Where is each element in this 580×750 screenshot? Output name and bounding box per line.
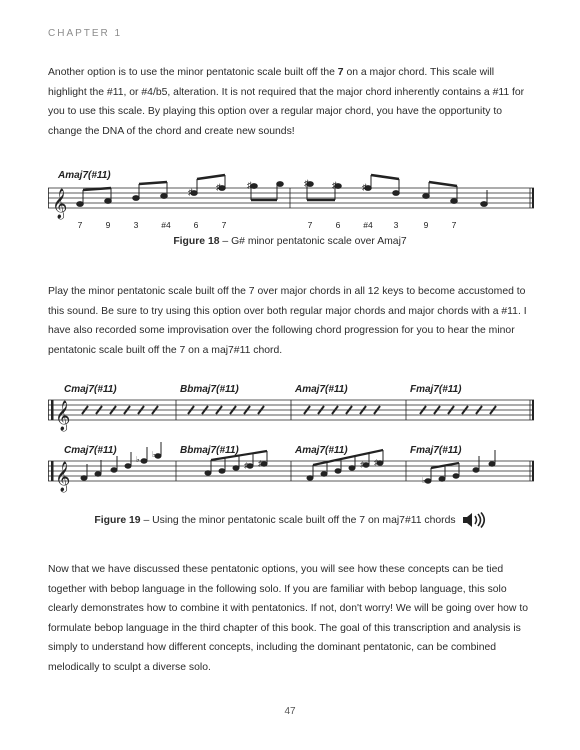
chord-symbol: Fmaj7(#11) bbox=[410, 384, 462, 395]
degree-label: 7 bbox=[451, 220, 457, 230]
svg-text:♯: ♯ bbox=[362, 182, 367, 192]
chord-symbol: Bbmaj7(#11) bbox=[180, 445, 239, 456]
degree-label: 9 bbox=[423, 220, 429, 230]
paragraph-intro: Another option is to use the minor pentatonic scale built off the 7 on a major chord. This scale will highlight the #11, or #4/b5, alteration. It is not required that the major chord inherently contains a #11 for you to use this scale. By playing this option over a regular major chord, you have the opportunity to change the DNA of the chord and create new sounds! bbox=[48, 67, 525, 137]
speaker-icon[interactable] bbox=[462, 512, 486, 528]
svg-text:♯: ♯ bbox=[304, 178, 309, 188]
svg-text:♯: ♯ bbox=[258, 459, 262, 468]
chord-symbol: Bbmaj7(#11) bbox=[180, 384, 239, 395]
paragraph-bebop: Now that we have discussed these pentatonic options, you will see how these concepts can be tied together with bebop language in the following solo. If you are familiar with bebop language, this solo clearly demonstrates how to combine it with pentatonics. If not, don't worry! We will be going over how to formulate bebop language in the third chapter of this book. The goal of this transcription and analysis is simply to understand how different concepts, including the dominant pentatonic, can be combined melodically to sculpt a diverse solo. bbox=[48, 564, 528, 673]
degree-label: 7 bbox=[221, 220, 227, 230]
figure-19-caption: Figure 19 – Using the minor pentatonic scale built off the 7 on maj7#11 chords bbox=[0, 512, 580, 528]
svg-text:♭: ♭ bbox=[152, 450, 156, 459]
chord-symbol: Fmaj7(#11) bbox=[410, 445, 462, 456]
degree-label: 9 bbox=[105, 220, 111, 230]
paragraph-practice: Play the minor pentatonic scale built off the 7 over major chords in all 12 keys to become accustomed to this sound. Be sure to try using this option over both regular major chords and major chords with a #11. I have also recorded some improvisation over the following chord progression for you to hear the minor pentatonic scale built off the 7 on a maj7#11 chord. bbox=[48, 286, 527, 356]
degree-label: #4 bbox=[363, 220, 373, 230]
svg-text:𝄞: 𝄞 bbox=[55, 400, 71, 430]
figure-18-caption: Figure 18 – G# minor pentatonic scale over Amaj7 bbox=[173, 236, 407, 247]
degree-label: 3 bbox=[393, 220, 399, 230]
svg-text:♯: ♯ bbox=[374, 458, 378, 467]
svg-text:♯: ♯ bbox=[247, 180, 252, 190]
degree-label: 7 bbox=[77, 220, 83, 230]
svg-text:♯: ♯ bbox=[332, 180, 337, 190]
figure-19-notation bbox=[48, 380, 534, 500]
degree-label: 7 bbox=[307, 220, 313, 230]
chord-symbol: Amaj7(#11) bbox=[295, 384, 348, 395]
degree-label: 6 bbox=[193, 220, 199, 230]
chord-symbol: Cmaj7(#11) bbox=[64, 384, 117, 395]
page-number: 47 bbox=[284, 706, 296, 717]
degree-label: 3 bbox=[133, 220, 139, 230]
chord-symbol: Amaj7(#11) bbox=[295, 445, 348, 456]
chord-symbol: Cmaj7(#11) bbox=[64, 445, 117, 456]
svg-text:𝄞: 𝄞 bbox=[55, 461, 71, 491]
chapter-heading: CHAPTER 1 bbox=[48, 28, 123, 39]
svg-text:♭: ♭ bbox=[422, 476, 426, 485]
figure-18-chord-symbol: Amaj7(#11) bbox=[58, 170, 111, 181]
figure-18-notation bbox=[48, 160, 534, 234]
degree-label: 6 bbox=[335, 220, 341, 230]
svg-text:♯: ♯ bbox=[188, 187, 193, 197]
svg-text:𝄞: 𝄞 bbox=[52, 188, 68, 218]
svg-text:♯: ♯ bbox=[360, 460, 364, 469]
svg-text:♯: ♯ bbox=[244, 461, 248, 470]
degree-label: #4 bbox=[161, 220, 171, 230]
svg-text:♭: ♭ bbox=[136, 455, 140, 464]
svg-text:♯: ♯ bbox=[216, 182, 221, 192]
